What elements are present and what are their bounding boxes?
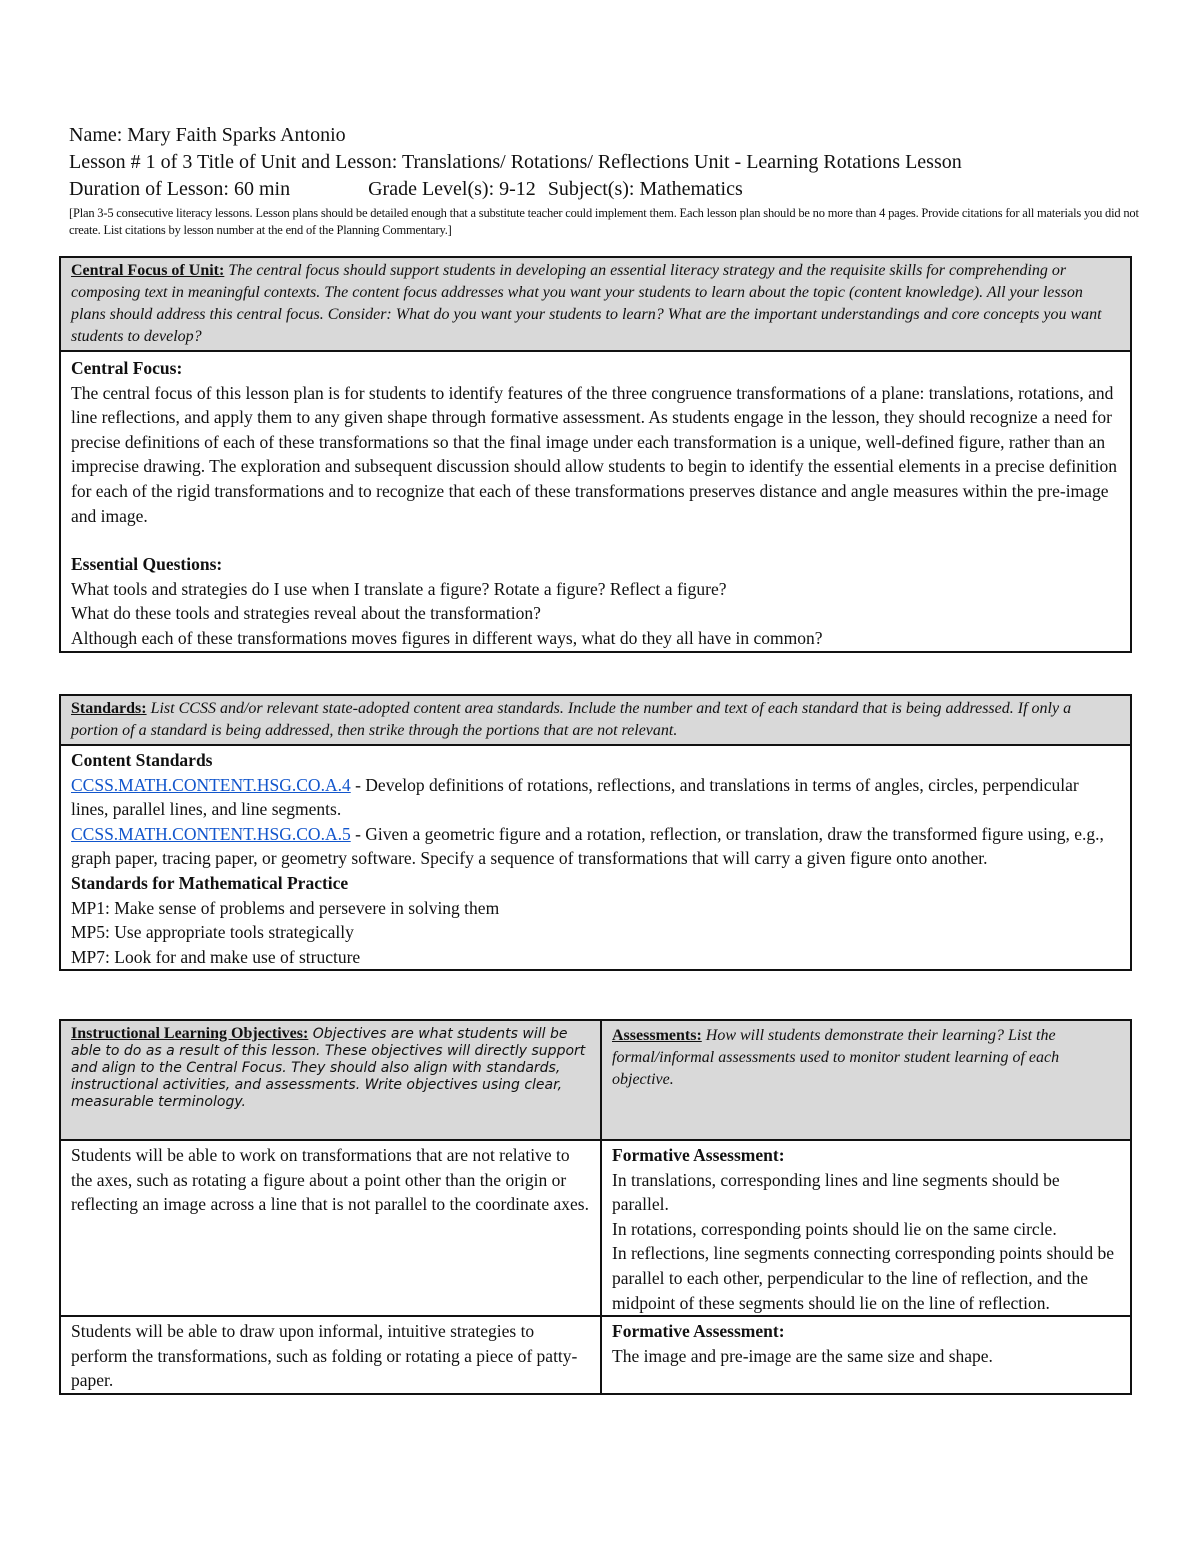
- objective-text: Students will be able to work on transformations that are not relative to the axes, such as rotating a figure about a point other than the origin or reflecting an image across a line that is not parallel to the coordinate axes.: [71, 1145, 589, 1215]
- essential-questions-heading: Essential Questions:: [71, 554, 223, 575]
- standards-label: Standards:: [71, 700, 147, 717]
- grade-level: Grade Level(s): 9-12: [368, 178, 536, 200]
- duration: Duration of Lesson: 60 min: [69, 178, 291, 200]
- standard-text: - Given a geometric figure and a rotation, reflection, or translation, draw the transformed figure using, e.g., graph paper, tracing paper, or geometry software. Specify a sequence of transformations that will carry a given figure onto another.: [71, 823, 1104, 869]
- central-focus-heading: Central Focus:: [71, 358, 183, 378]
- essential-question: What tools and strategies do I use when I translate a figure? Rotate a figure? Reflect a figure?: [71, 578, 727, 599]
- standards-content-cell: [60, 745, 1131, 970]
- plan-instructions: [Plan 3-5 consecutive literacy lessons. Lesson plans should be detailed enough that a substitute teacher could implement them. Each lesson plan should be no more than 4 pages. Provide citations for all materials you did not create. List citations by lesson number at the end of the Planning Commentary.]: [69, 206, 1139, 237]
- assessment-line: In translations, corresponding lines and line segments should be parallel.: [612, 1169, 1060, 1215]
- standard-link[interactable]: CCSS.MATH.CONTENT.HSG.CO.A.5: [71, 823, 351, 844]
- central-focus-content-cell: [60, 351, 1131, 652]
- standards-prompt: List CCSS and/or relevant state-adopted content area standards. Include the number and text of each standard that is being addressed. If only a portion of a standard is being addressed, then strike through the portions that are not relevant.: [71, 700, 1072, 739]
- assessments-prompt-cell: [601, 1020, 1131, 1140]
- objectives-prompt-cell: [60, 1020, 601, 1140]
- standard-item: [71, 822, 1120, 871]
- central-focus-prompt: The central focus should support students in developing an essential literacy strategy and the requisite skills for comprehending or composing text in meaningful contexts. The content focus addresses what you want your students to learn about the topic (content knowledge). All your lesson plans should address this central focus. Consider: What do you want your students to learn? What are the important understandings and core concepts you want students to develop?: [71, 262, 1102, 345]
- content-standards-heading: Content Standards: [71, 750, 213, 770]
- formative-assessment-heading: Formative Assessment:: [612, 1321, 785, 1342]
- objective-cell: [60, 1316, 601, 1394]
- objectives-label: Instructional Learning Objectives:: [71, 1025, 309, 1042]
- essential-question: Although each of these transformations moves figures in different ways, what do they all have in common?: [71, 627, 823, 648]
- practice-item: MP5: Use appropriate tools strategically: [71, 922, 354, 943]
- objective-text: Students will be able to draw upon informal, intuitive strategies to perform the transformations, such as folding or rotating a piece of patty-paper.: [71, 1321, 578, 1391]
- standards-prompt-cell: [60, 695, 1131, 745]
- standard-link[interactable]: CCSS.MATH.CONTENT.HSG.CO.A.4: [71, 774, 351, 795]
- subject: Subject(s): Mathematics: [547, 178, 743, 200]
- assessments-prompt: How will students demonstrate their learning? List the formal/informal assessments used to monitor student learning of each objective.: [612, 1027, 1060, 1088]
- document-header: [69, 122, 1139, 239]
- objective-cell: [60, 1140, 601, 1316]
- assessment-line: The image and pre-image are the same size and shape.: [612, 1345, 993, 1366]
- standard-item: [71, 773, 1120, 822]
- student-name: Name: Mary Faith Sparks Antonio: [69, 124, 346, 146]
- standard-text: - Develop definitions of rotations, reflections, and translations in terms of angles, circles, perpendicular lines, parallel lines, and line segments.: [71, 774, 1079, 820]
- lesson-title-line: Lesson # 1 of 3 Title of Unit and Lesson: Translations/ Rotations/ Reflections Unit - Learning Rotations Lesson: [69, 151, 962, 173]
- central-focus-prompt-cell: [60, 257, 1131, 351]
- central-focus-table: [59, 256, 1132, 653]
- standards-table: [59, 694, 1132, 971]
- formative-assessment-heading: Formative Assessment:: [612, 1145, 785, 1165]
- central-focus-text: The central focus of this lesson plan is for students to identify features of the three congruence transformations of a plane: translations, rotations, and line reflections, and apply them to any given shape through formative assessment. As students engage in the lesson, they should recognize a need for precise definitions of each of these transformations so that the final image under each transformation is a unique, well-defined figure, rather than an imprecise drawing. The exploration and subsequent discussion should allow students to begin to identify the essential elements in a precise definition for each of the rigid transformations and to recognize that each of these transformations preserves distance and angle measures within the pre-image and image.: [71, 382, 1118, 526]
- practice-item: MP7: Look for and make use of structure: [71, 946, 361, 967]
- essential-question: What do these tools and strategies reveal about the transformation?: [71, 603, 541, 624]
- objectives-assessments-table: [59, 1019, 1132, 1395]
- assessment-cell: [601, 1140, 1131, 1316]
- practice-standards-heading: Standards for Mathematical Practice: [71, 872, 349, 893]
- lesson-meta-line: [69, 176, 1139, 203]
- assessment-line: In rotations, corresponding points should lie on the same circle.: [612, 1218, 1057, 1239]
- practice-item: MP1: Make sense of problems and persevere in solving them: [71, 897, 500, 918]
- assessment-line: In reflections, line segments connecting corresponding points should be parallel to each other, perpendicular to the line of reflection, and the midpoint of these segments should lie on the line of reflection.: [612, 1243, 1115, 1313]
- central-focus-label: Central Focus of Unit:: [71, 262, 225, 279]
- objectives-prompt: Objectives are what students will be able to do as a result of this lesson. These objectives will directly support and align to the Central Focus. They should also align with standards, instructional activities, and assessments. Write objectives using clear, measurable terminology.: [71, 1026, 586, 1110]
- assessment-cell: [601, 1316, 1131, 1394]
- assessments-label: Assessments:: [612, 1027, 702, 1044]
